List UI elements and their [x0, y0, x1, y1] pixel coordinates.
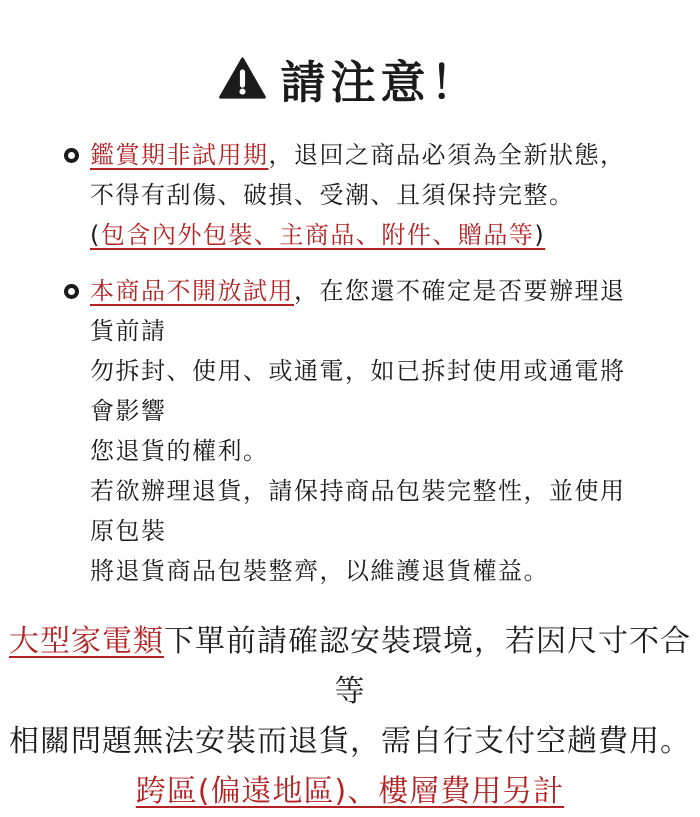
- text-segment: ，退回之商品必須為全新狀態，: [268, 141, 626, 169]
- highlight-appreciation-period: 鑑賞期非試用期: [90, 141, 269, 169]
- bullet-icon: [64, 284, 79, 299]
- highlight-extra-fees: 跨區(偏遠地區)、樓層費用另計: [135, 774, 565, 809]
- highlight-package-scope: [90, 221, 545, 249]
- text-segment: ，在您還不確定是否要辦理退貨前請: [90, 277, 626, 345]
- notice-line: [90, 215, 626, 255]
- footer-line: [0, 767, 700, 817]
- notice-item-text: [90, 271, 644, 591]
- notice-line: [90, 175, 626, 215]
- text-segment: 將退貨商品包裝整齊，以維護退貨權益。: [90, 557, 549, 585]
- large-appliance-warning: [0, 617, 700, 817]
- notice-line: [90, 351, 644, 431]
- highlight-large-appliance: 大型家電類: [9, 624, 164, 659]
- text-segment: 包含內外包裝、主商品、附件、贈品等: [100, 221, 535, 249]
- title-row: [0, 0, 700, 111]
- bullet-icon: [64, 148, 79, 163]
- warning-triangle-icon: [219, 57, 266, 100]
- page-title: 請注意！: [280, 56, 481, 109]
- footer-line: [0, 617, 700, 717]
- text-segment: 勿拆封、使用、或通電，如已拆封使用或通電將會影響: [90, 357, 626, 425]
- notice-line: [90, 471, 644, 551]
- text-segment: 相關問題無法安裝而退貨，需自行支付空趟費用。: [9, 724, 691, 759]
- text-segment: 若欲辦理退貨，請保持商品包裝完整性，並使用原包裝: [90, 477, 626, 545]
- notice-line: [90, 431, 644, 471]
- notice-list: [64, 135, 644, 591]
- text-segment: 您退貨的權利。: [90, 437, 269, 465]
- notice-line: [90, 135, 626, 175]
- text-segment: 不得有刮傷、破損、受潮、且須保持完整。: [90, 181, 575, 209]
- footer-line: [0, 717, 700, 767]
- notice-item-appreciation-period: [64, 135, 644, 255]
- notice-item-no-trial: [64, 271, 644, 591]
- text-segment: (: [90, 221, 101, 249]
- text-segment: ): [534, 221, 546, 249]
- notice-line: [90, 271, 644, 351]
- text-segment: 下單前請確認安裝環境，若因尺寸不合等: [164, 624, 691, 709]
- highlight-no-trial: 本商品不開放試用: [90, 277, 294, 305]
- notice-line: [90, 551, 644, 591]
- notice-item-text: [90, 135, 626, 255]
